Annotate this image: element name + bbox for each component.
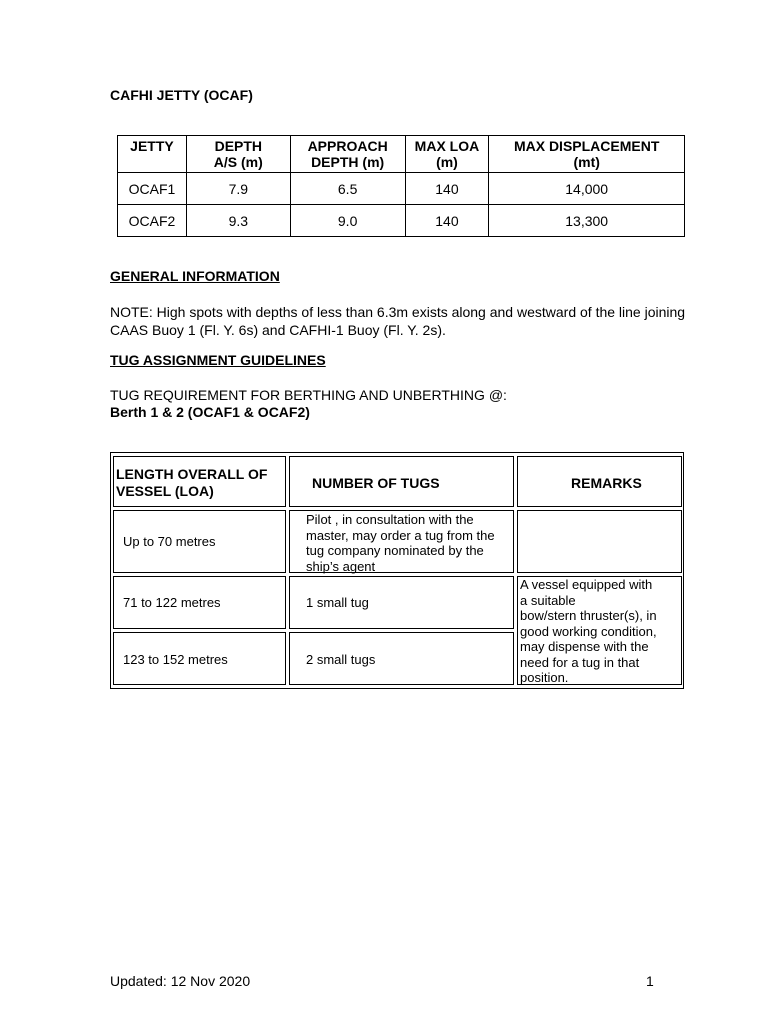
tug-row-number [289,632,514,685]
remark-line: a suitable [520,592,576,608]
tug-header-loa-line2: VESSEL (LOA) [116,483,214,499]
table-row [113,632,286,685]
tug-header-loa-line1: LENGTH OVERALL OF [116,466,268,482]
tug-row-number [289,510,514,573]
tug-row-loa: Up to 70 metres [123,534,216,549]
tug-row-text-line: Pilot , in consultation with the [306,512,474,527]
table-row [113,576,286,629]
remark-line: bow/stern thruster(s), in [520,608,657,623]
table-cell: 7.9 [186,173,290,205]
jetty-header-max-displacement: MAX DISPLACEMENT (mt) [489,136,685,173]
jetty-table-header-row [118,136,685,173]
tug-row-number [289,576,514,629]
general-information-note: NOTE: High spots with depths of less than 6.3m exists along and westward of the line joining CAAS Buoy 1 (Fl. Y. 6s) and CAFHI-1 Buoy (Fl. Y. 2s). [110,304,686,338]
tug-row-text-line: 1 small tug [306,595,369,610]
jetty-table [117,135,685,237]
tug-row-loa: 71 to 122 metres [123,595,221,610]
table-row [113,510,286,573]
table-cell: 13,300 [489,205,685,237]
tug-header-remarks [517,456,682,507]
tug-header-number-label: NUMBER OF TUGS [312,475,440,491]
footer-updated: Updated: 12 Nov 2020 [110,973,251,989]
jetty-header-max-loa: MAX LOA (m) [405,136,489,173]
table-cell: 14,000 [489,173,685,205]
jetty-header-jetty: JETTY [118,136,187,173]
page-number: 1 [646,973,654,989]
tug-row-text-line: master, may order a tug from the [306,527,495,543]
table-cell: 140 [405,173,489,205]
tug-header-remarks-label: REMARKS [571,475,642,491]
berth-label: Berth 1 & 2 (OCAF1 & OCAF2) [110,404,310,420]
table-cell: 9.3 [186,205,290,237]
tug-header-number [289,456,514,507]
tug-row-text-line: 2 small tugs [306,652,376,667]
tug-header-loa [113,456,286,507]
tug-row-text-line: tug company nominated by the [306,543,484,558]
jetty-header-depth: DEPTH A/S (m) [186,136,290,173]
table-cell: 140 [405,205,489,237]
remark-line: position. [520,670,569,685]
table-cell: 9.0 [290,205,405,237]
table-cell: OCAF1 [118,173,187,205]
tug-row-remarks-empty [517,510,682,573]
tug-requirement-text: TUG REQUIREMENT FOR BERTHING AND UNBERTHING @: [110,387,507,403]
general-information-heading: GENERAL INFORMATION [110,268,280,284]
jetty-header-approach-depth: APPROACH DEPTH (m) [290,136,405,173]
tug-row-loa: 123 to 152 metres [123,652,228,667]
page-title: CAFHI JETTY (OCAF) [110,87,253,103]
remark-line: may dispense with the [520,639,649,654]
tug-remarks-cell [517,576,682,685]
tug-requirement-block [110,387,507,421]
tug-table [110,452,684,689]
tug-row-text-line: ship’s agent [306,558,376,574]
table-row [118,173,685,205]
remark-line: A vessel equipped with [520,577,653,592]
tug-assignment-heading: TUG ASSIGNMENT GUIDELINES [110,352,326,368]
remark-line: need for a tug in that [520,654,640,670]
table-cell: OCAF2 [118,205,187,237]
remark-line: good working condition, [520,623,657,639]
table-row [118,205,685,237]
table-cell: 6.5 [290,173,405,205]
